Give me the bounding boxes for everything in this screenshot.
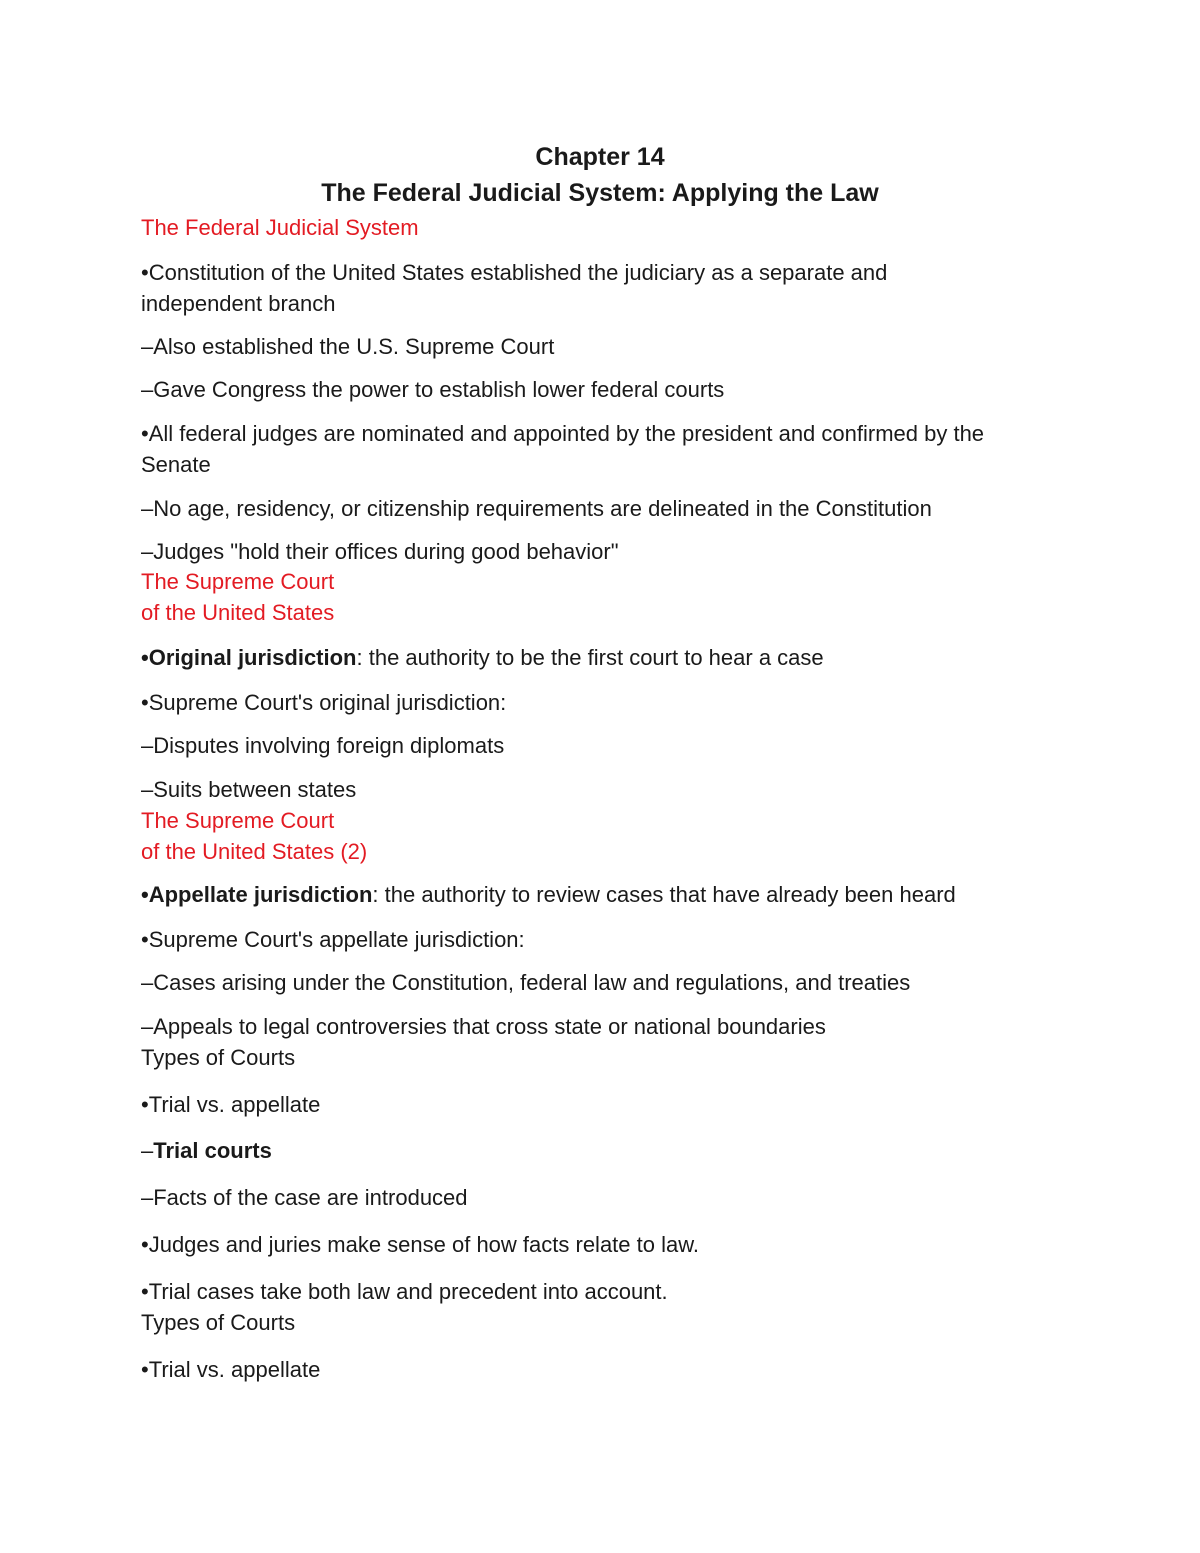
section-heading-supreme-court-2-line-2: of the United States (2)	[141, 839, 368, 864]
section-heading-types-of-courts: Types of Courts	[141, 1045, 296, 1070]
paragraph-line: –Also established the U.S. Supreme Court	[141, 334, 555, 359]
term-appellate-jurisdiction: Appellate jurisdiction	[148, 882, 373, 907]
term-trial-courts: Trial courts	[153, 1138, 272, 1163]
section-heading-supreme-court: The Supreme Court	[141, 569, 335, 594]
paragraph-line: –Judges "hold their offices during good behavior"	[141, 539, 619, 564]
paragraph-line: –No age, residency, or citizenship requirements are delineated in the Constitution	[141, 496, 932, 521]
paragraph-line-trial-courts	[141, 1135, 272, 1166]
paragraph-line: independent branch	[141, 291, 336, 316]
chapter-number: Chapter 14	[535, 143, 665, 171]
definition-text: : the authority to be the first court to hear a case	[356, 645, 824, 670]
section-heading-supreme-court-2: The Supreme Court	[141, 808, 335, 833]
section-heading-supreme-court-line-2: of the United States	[141, 600, 335, 625]
paragraph-line-original-jurisdiction	[141, 642, 824, 673]
paragraph-line: –Gave Congress the power to establish lower federal courts	[141, 377, 725, 402]
paragraph-line: –Facts of the case are introduced	[141, 1185, 468, 1210]
paragraph-line: •Judges and juries make sense of how facts relate to law.	[141, 1232, 700, 1257]
paragraph-line: •Trial vs. appellate	[141, 1357, 321, 1382]
definition-text: : the authority to review cases that have already been heard	[372, 882, 956, 907]
paragraph-line: –Suits between states	[141, 777, 357, 802]
paragraph-line: •Trial cases take both law and precedent into account.	[141, 1279, 668, 1304]
paragraph-line-appellate-jurisdiction	[141, 879, 956, 910]
bullet: •	[141, 645, 149, 670]
paragraph-line: •Trial vs. appellate	[141, 1092, 321, 1117]
paragraph-line: –Cases arising under the Constitution, federal law and regulations, and treaties	[141, 970, 911, 995]
paragraph-line: Senate	[141, 452, 211, 477]
paragraph-line: •Supreme Court's original jurisdiction:	[141, 690, 507, 715]
paragraph-line: •All federal judges are nominated and appointed by the president and confirmed by the	[141, 421, 985, 446]
paragraph-line: –Disputes involving foreign diplomats	[141, 733, 505, 758]
dash: –	[141, 1138, 154, 1163]
paragraph-line: –Appeals to legal controversies that cross state or national boundaries	[141, 1014, 826, 1039]
section-heading-types-of-courts-2: Types of Courts	[141, 1310, 296, 1335]
paragraph-line: •Supreme Court's appellate jurisdiction:	[141, 927, 525, 952]
paragraph-line: •Constitution of the United States established the judiciary as a separate and	[141, 260, 888, 285]
bullet: •	[141, 882, 149, 907]
term-original-jurisdiction: Original jurisdiction	[148, 645, 357, 670]
chapter-title: The Federal Judicial System: Applying the Law	[321, 179, 879, 207]
section-heading-federal-judicial-system: The Federal Judicial System	[141, 215, 419, 240]
